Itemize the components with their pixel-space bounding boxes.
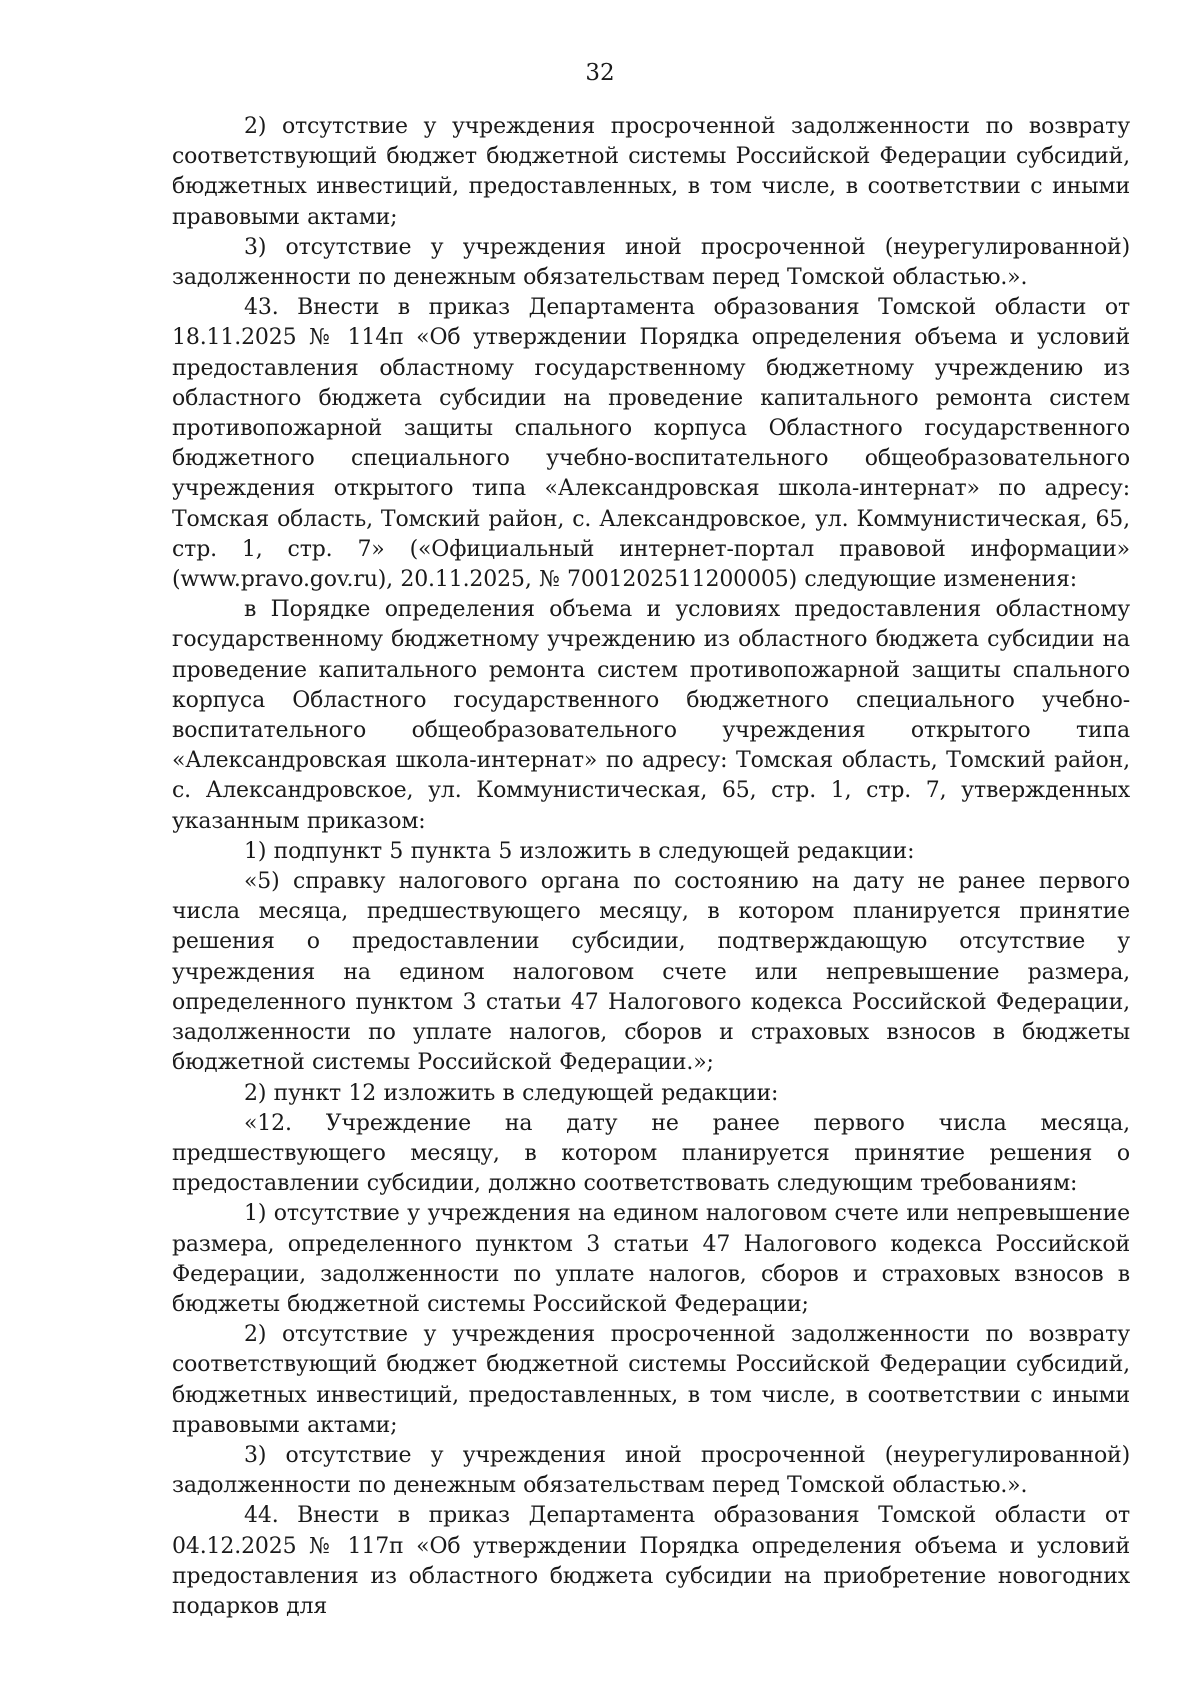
document-body [172, 112, 1130, 1622]
paragraph: 2) пункт 12 изложить в следующей редакции: [244, 1080, 779, 1106]
paragraph: 2) отсутствие у учреждения просроченной задолженности по возврату соответствующий бюджет бюджетной системы Российской Федерации субсидий, бюджетных инвестиций, предоставленных, в том числе, в соответствии с иными правовыми актами; [172, 114, 1130, 230]
paragraph: 3) отсутствие у учреждения иной просроченной (неурегулированной) задолженности по денежным обязательствам перед Томской областью.». [172, 234, 1130, 291]
paragraph: 43. Внести в приказ Департамента образования Томской области от 18.11.2025 № 114п «Об утверждении Порядка определения объема и условий предоставления областному государственному бюджетному учреждению из областного бюджета субсидии на проведение капитального ремонта систем противопожарной защиты спального корпуса Областного государственного бюджетного специального учебно-воспитательного общеобразовательного учреждения открытого типа «Александровская школа-интернат» по адресу: Томская область, Томский район, с. Александровское, ул. Коммунистическая, 65, стр. 1, стр. 7» («Официальный интернет-портал правовой информации» (www.pravo.gov.ru), 20.11.2025, № 7001202511200005) следующие изменения: [172, 295, 1130, 593]
paragraph: 2) отсутствие у учреждения просроченной задолженности по возврату соответствующий бюджет бюджетной системы Российской Федерации субсидий, бюджетных инвестиций, предоставленных, в том числе, в соответствии с иными правовыми актами; [172, 1322, 1130, 1438]
paragraph: в Порядке определения объема и условиях предоставления областному государственному бюджетному учреждению из областного бюджета субсидии на проведение капитального ремонта систем противопожарной защиты спального корпуса Областного государственного бюджетного специального учебно-воспитательного общеобразовательного учреждения открытого типа «Александровская школа-интернат» по адресу: Томская область, Томский район, с. Александровское, ул. Коммунистическая, 65, стр. 1, стр. 7, утвержденных указанным приказом: [172, 597, 1130, 834]
page-number: 32 [585, 60, 615, 86]
paragraph: 3) отсутствие у учреждения иной просроченной (неурегулированной) задолженности по денежным обязательствам перед Томской областью.». [172, 1442, 1130, 1499]
paragraph: 44. Внести в приказ Департамента образования Томской области от 04.12.2025 № 117п «Об утверждении Порядка определения объема и условий предоставления из областного бюджета субсидии на приобретение новогодних подарков для [172, 1503, 1130, 1619]
paragraph: «5) справку налогового органа по состоянию на дату не ранее первого числа месяца, предшествующего месяцу, в котором планируется принятие решения о предоставлении субсидии, подтверждающую отсутствие у учреждения на едином налоговом счете или непревышение размера, определенного пунктом 3 статьи 47 Налогового кодекса Российской Федерации, задолженности по уплате налогов, сборов и страховых взносов в бюджеты бюджетной системы Российской Федерации.»; [172, 869, 1130, 1076]
paragraph: «12. Учреждение на дату не ранее первого числа месяца, предшествующего месяцу, в котором планируется принятие решения о предоставлении субсидии, должно соответствовать следующим требованиям: [172, 1110, 1130, 1197]
paragraph: 1) подпункт 5 пункта 5 изложить в следующей редакции: [244, 838, 915, 864]
paragraph: 1) отсутствие у учреждения на едином налоговом счете или непревышение размера, определенного пунктом 3 статьи 47 Налогового кодекса Российской Федерации, задолженности по уплате налогов, сборов и страховых взносов в бюджеты бюджетной системы Российской Федерации; [172, 1201, 1130, 1317]
